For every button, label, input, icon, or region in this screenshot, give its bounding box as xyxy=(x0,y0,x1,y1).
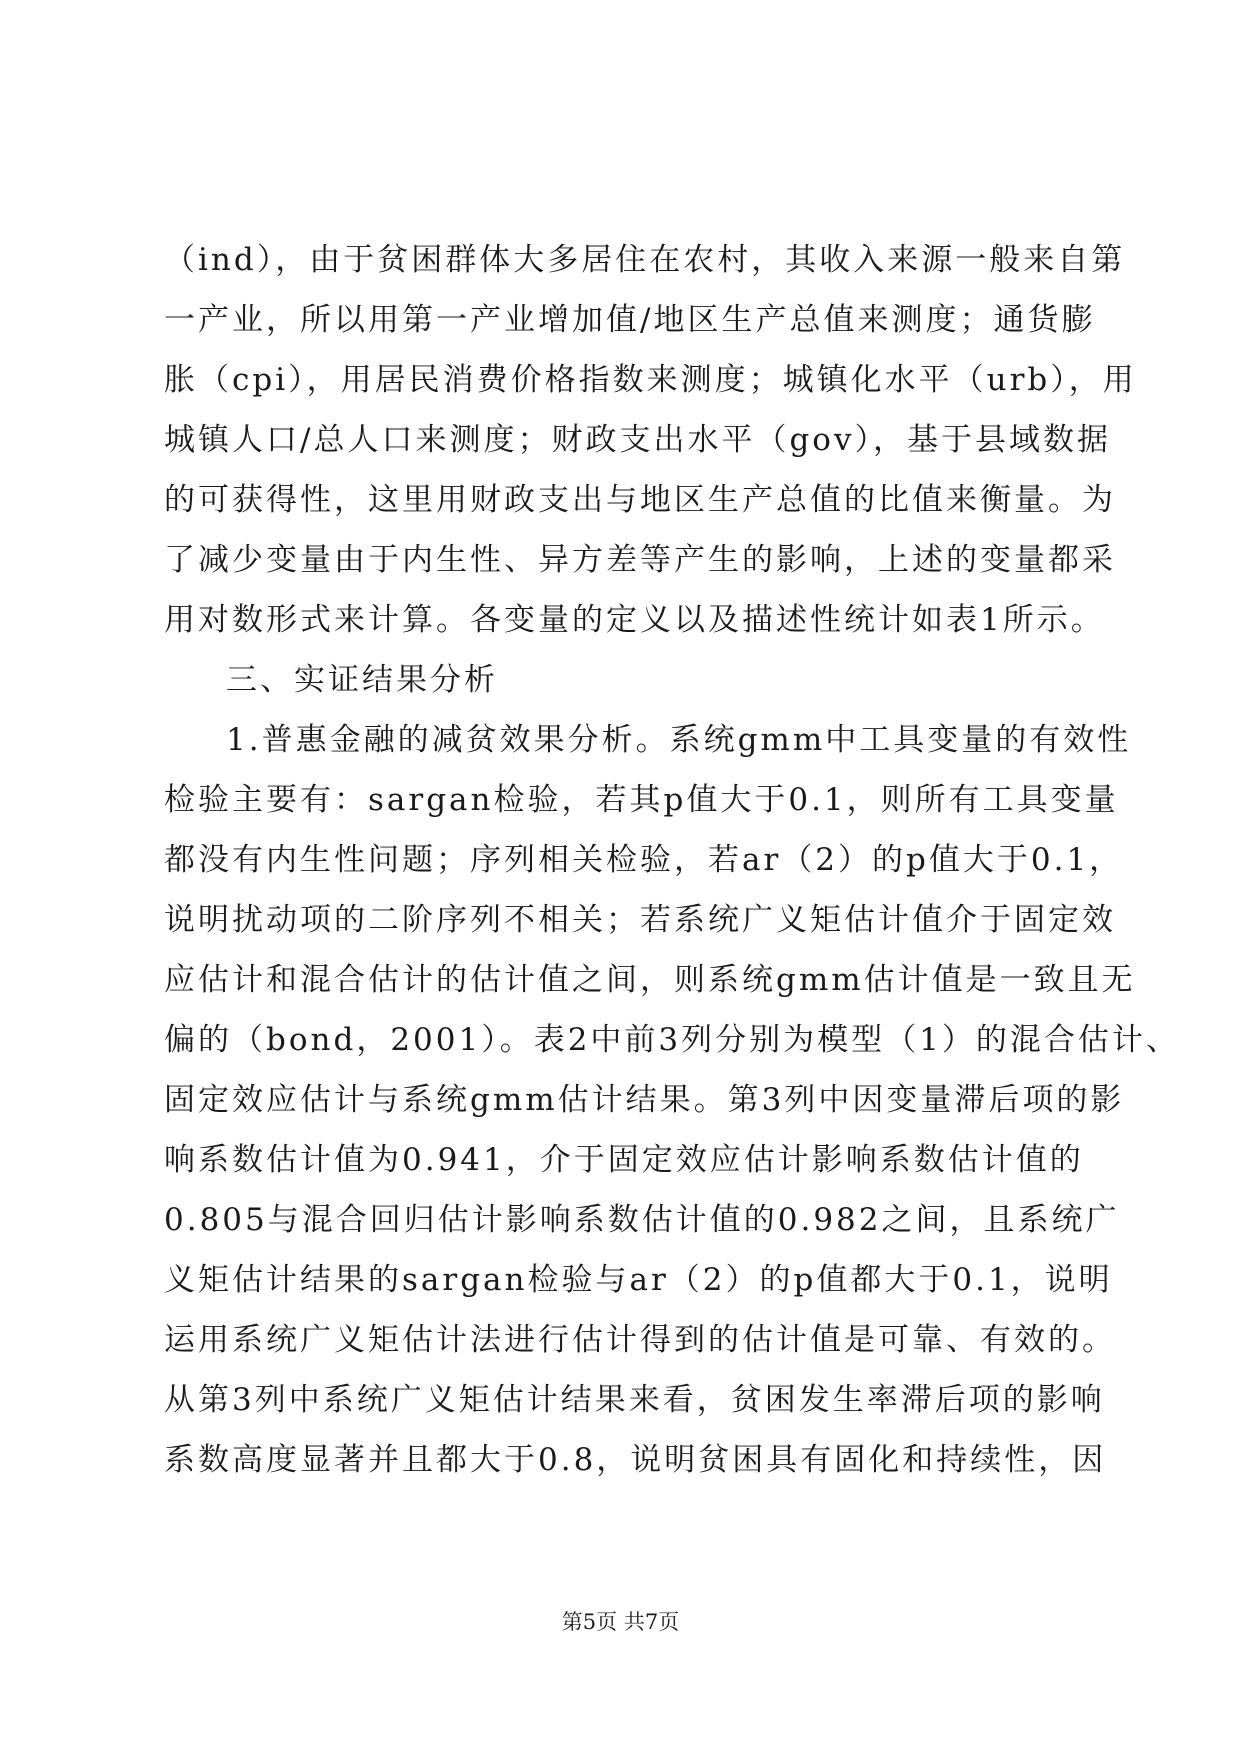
text-line: 检验主要有：sargan检验，若其p值大于0.1，则所有工具变量 xyxy=(164,782,1119,818)
text-line: 了减少变量由于内生性、异方差等产生的影响，上述的变量都采 xyxy=(164,542,1116,578)
text-line: 一产业，所以用第一产业增加值/地区生产总值来测度；通货膨 xyxy=(164,302,1096,338)
text-line: 固定效应估计与系统gmm估计结果。第3列中因变量滞后项的影 xyxy=(164,1082,1125,1118)
text-line: 响系数估计值为0.941，介于固定效应估计影响系数估计值的 xyxy=(164,1142,1084,1178)
text-line: 都没有内生性问题；序列相关检验，若ar（2）的p值大于0.1， xyxy=(164,842,1124,878)
text-line: 应估计和混合估计的估计值之间，则系统gmm估计值是一致且无 xyxy=(164,962,1136,998)
body-text xyxy=(164,230,1180,1490)
section-heading: 三、实证结果分析 xyxy=(226,662,498,698)
text-line: 从第3列中系统广义矩估计结果来看，贫困发生率滞后项的影响 xyxy=(164,1382,1105,1418)
text-line: 胀（cpi），用居民消费价格指数来测度；城镇化水平（urb），用 xyxy=(164,362,1137,398)
text-line: 用对数形式来计算。各变量的定义以及描述性统计如表1所示。 xyxy=(164,602,1105,638)
page-number: 第5页 共7页 xyxy=(561,1610,680,1634)
text-line: 偏的（bond，2001）。表2中前3列分别为模型（1）的混合估计、 xyxy=(164,1022,1180,1058)
text-line: 0.805与混合回归估计影响系数估计值的0.982之间，且系统广 xyxy=(164,1202,1120,1238)
text-line: 说明扰动项的二阶序列不相关；若系统广义矩估计值介于固定效 xyxy=(164,902,1116,938)
text-line: （ind），由于贫困群体大多居住在农村，其收入来源一般来自第 xyxy=(164,242,1126,278)
text-line: 义矩估计结果的sargan检验与ar（2）的p值都大于0.1，说明 xyxy=(164,1262,1113,1298)
text-line: 的可获得性，这里用财政支出与地区生产总值的比值来衡量。为 xyxy=(164,482,1116,518)
text-line: 运用系统广义矩估计法进行估计得到的估计值是可靠、有效的。 xyxy=(164,1322,1116,1358)
text-line: 系数高度显著并且都大于0.8，说明贫困具有固化和持续性，因 xyxy=(164,1442,1107,1478)
text-line: 城镇人口/总人口来测度；财政支出水平（gov），基于县域数据 xyxy=(164,422,1111,458)
page-footer xyxy=(0,1606,1241,1636)
text-line: 1.普惠金融的减贫效果分析。系统gmm中工具变量的有效性 xyxy=(226,722,1132,758)
